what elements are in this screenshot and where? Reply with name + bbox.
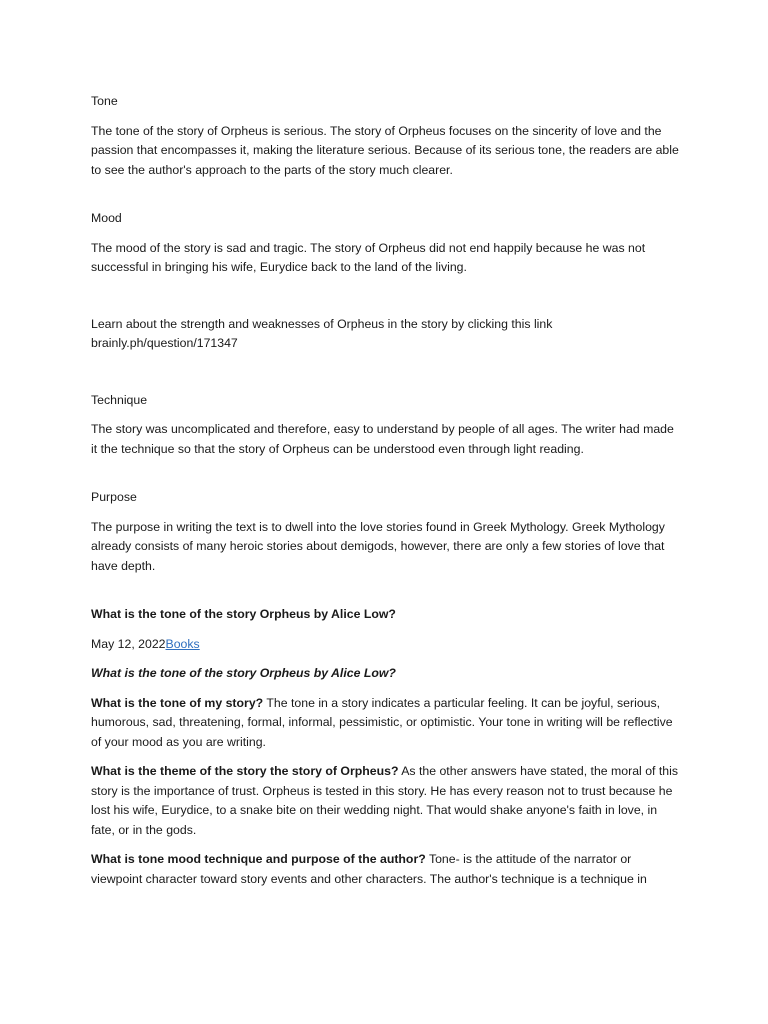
section-heading-technique: Technique: [91, 392, 148, 407]
section-heading-mood: Mood: [91, 211, 122, 225]
qa-answer: As the other answers have stated, the moral of this story is the importance of trust. Orpheus is tested in this story. He has every reason not to trust because he lost his wife, Eurydice, to a snake bite on their wedding night. That would shake anyone's faith in love, in fate, or in the gods.: [91, 764, 679, 837]
document-page: [91, 92, 681, 899]
qa-item: [91, 694, 681, 753]
learn-more-url: brainly.ph/question/171347: [91, 336, 238, 350]
qa-question: What is the tone of my story?: [91, 695, 264, 710]
category-link-books[interactable]: Books: [165, 636, 200, 651]
section-body-tone: The tone of the story of Orpheus is serious. The story of Orpheus focuses on the sincerity of love and the passion that encompasses it, making the literature serious. Because of its serious tone, the readers are able to see the author's approach to the parts of the story much clearer.: [91, 123, 679, 177]
qa-question: What is the theme of the story the story of Orpheus?: [91, 764, 399, 778]
qa-answer: The tone in a story indicates a particular feeling. It can be joyful, serious, humorous, sad, threatening, formal, informal, pessimistic, or optimistic. Your tone in writing will be reflective of your mood as you are writing.: [91, 695, 673, 749]
section-heading-tone: Tone: [91, 94, 118, 108]
qa-item: [91, 850, 681, 889]
qa-answer: Tone- is the attitude of the narrator or viewpoint character toward story events and other characters. The author's technique is a technique in: [91, 852, 647, 886]
article-subtitle: What is the tone of the story Orpheus by Alice Low?: [91, 666, 396, 680]
learn-more-text: Learn about the strength and weaknesses of Orpheus in the story by clicking this link: [91, 316, 553, 331]
section-body-purpose: The purpose in writing the text is to dwell into the love stories found in Greek Mythology. Greek Mythology already consists of many heroic stories about demigods, however, there are only a few stories of love that have depth.: [91, 519, 665, 573]
article-date: May 12, 2022: [91, 636, 166, 651]
section-body-mood: The mood of the story is sad and tragic. The story of Orpheus did not end happily because he was not successful in bringing his wife, Eurydice back to the land of the living.: [91, 240, 646, 274]
section-body-technique: The story was uncomplicated and therefore, easy to understand by people of all ages. The writer had made it the technique so that the story of Orpheus can be understood even through light reading.: [91, 422, 674, 456]
qa-question: What is tone mood technique and purpose of the author?: [91, 852, 426, 866]
qa-item: [91, 762, 681, 840]
section-heading-purpose: Purpose: [91, 490, 137, 504]
article-title: What is the tone of the story Orpheus by Alice Low?: [91, 607, 396, 621]
article-meta: [91, 635, 681, 655]
